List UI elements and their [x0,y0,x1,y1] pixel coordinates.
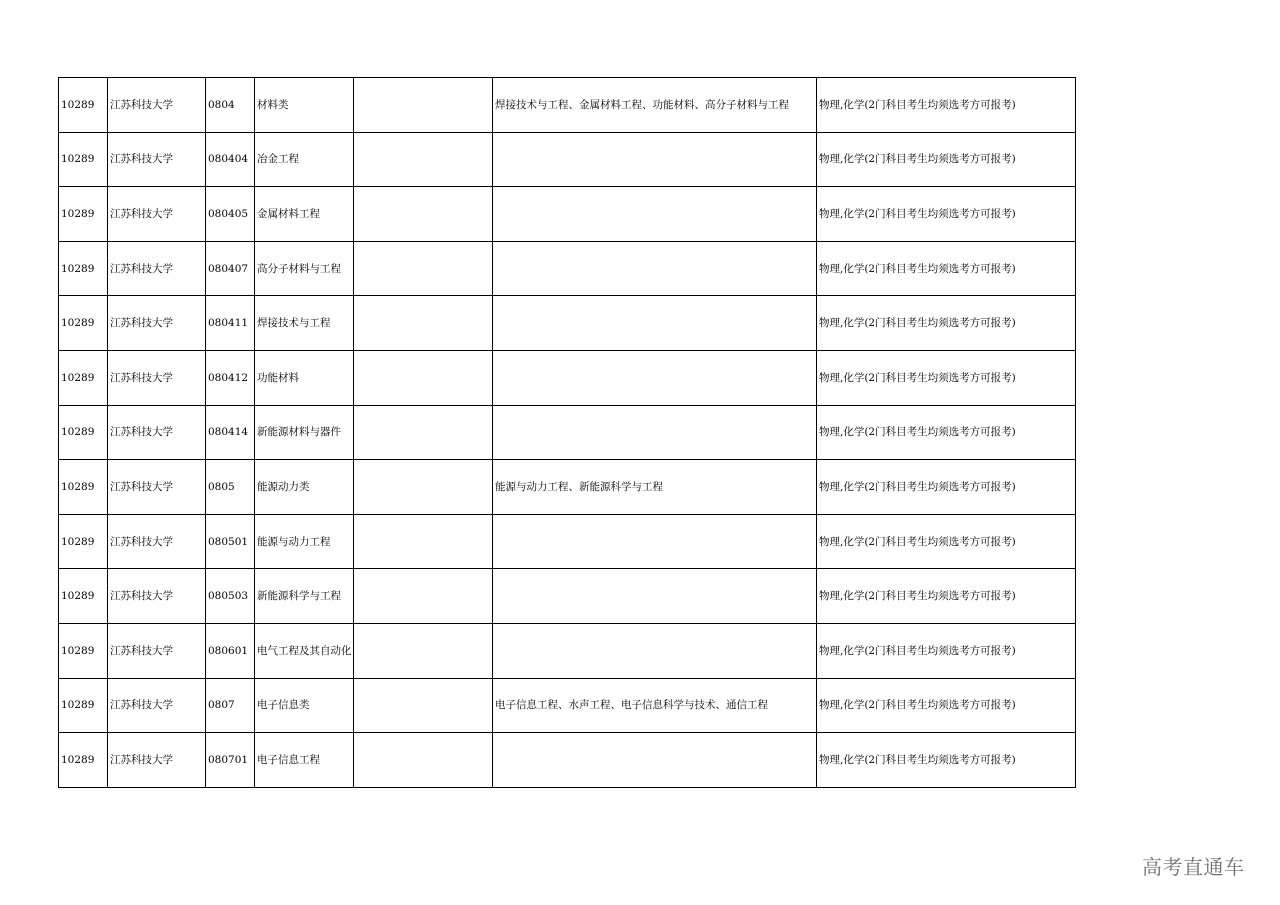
subject-requirement-cell: 物理,化学(2门科目考生均须选考方可报考) [817,187,1076,242]
table-row [59,296,1076,351]
major-name-cell: 能源动力类 [255,460,354,515]
subject-requirement-cell: 物理,化学(2门科目考生均须选考方可报考) [817,460,1076,515]
major-code-cell: 0805 [206,460,255,515]
school-code-cell: 10289 [59,78,108,133]
school-name-cell: 江苏科技大学 [108,296,206,351]
major-code-cell: 080501 [206,514,255,569]
major-name-cell: 新能源材料与器件 [255,405,354,460]
major-code-cell: 080503 [206,569,255,624]
subject-requirement-cell: 物理,化学(2门科目考生均须选考方可报考) [817,78,1076,133]
included-majors-cell [493,296,817,351]
watermark-text: 高考直通车 [1142,855,1245,879]
school-code-cell: 10289 [59,187,108,242]
major-code-cell: 080412 [206,350,255,405]
school-name-cell: 江苏科技大学 [108,187,206,242]
table-row [59,623,1076,678]
included-majors-cell: 电子信息工程、水声工程、电子信息科学与技术、通信工程 [493,678,817,733]
school-name-cell: 江苏科技大学 [108,569,206,624]
table-row [59,569,1076,624]
subject-requirement-cell: 物理,化学(2门科目考生均须选考方可报考) [817,623,1076,678]
included-majors-cell [493,187,817,242]
major-name-cell: 电子信息类 [255,678,354,733]
included-majors-cell [493,733,817,788]
major-code-cell: 080414 [206,405,255,460]
school-code-cell: 10289 [59,405,108,460]
included-majors-cell: 能源与动力工程、新能源科学与工程 [493,460,817,515]
major-name-cell: 电气工程及其自动化 [255,623,354,678]
major-name-cell: 功能材料 [255,350,354,405]
subject-requirement-cell: 物理,化学(2门科目考生均须选考方可报考) [817,405,1076,460]
included-majors-cell [493,623,817,678]
school-code-cell: 10289 [59,623,108,678]
subject-requirement-cell: 物理,化学(2门科目考生均须选考方可报考) [817,296,1076,351]
major-code-cell: 0807 [206,678,255,733]
school-name-cell: 江苏科技大学 [108,350,206,405]
subject-requirement-cell: 物理,化学(2门科目考生均须选考方可报考) [817,733,1076,788]
subject-requirement-cell: 物理,化学(2门科目考生均须选考方可报考) [817,678,1076,733]
school-name-cell: 江苏科技大学 [108,78,206,133]
major-code-cell: 080407 [206,241,255,296]
major-name-cell: 焊接技术与工程 [255,296,354,351]
table-row [59,733,1076,788]
table-body [59,78,1076,788]
school-name-cell: 江苏科技大学 [108,514,206,569]
empty-cell [354,733,493,788]
school-code-cell: 10289 [59,678,108,733]
school-name-cell: 江苏科技大学 [108,405,206,460]
table-row [59,132,1076,187]
included-majors-cell [493,569,817,624]
table-row [59,350,1076,405]
major-name-cell: 新能源科学与工程 [255,569,354,624]
empty-cell [354,678,493,733]
subject-requirement-cell: 物理,化学(2门科目考生均须选考方可报考) [817,241,1076,296]
empty-cell [354,187,493,242]
table-row [59,241,1076,296]
included-majors-cell: 焊接技术与工程、金属材料工程、功能材料、高分子材料与工程 [493,78,817,133]
included-majors-cell [493,241,817,296]
major-name-cell: 冶金工程 [255,132,354,187]
table-row [59,460,1076,515]
school-code-cell: 10289 [59,241,108,296]
table-row [59,514,1076,569]
subject-requirement-cell: 物理,化学(2门科目考生均须选考方可报考) [817,569,1076,624]
empty-cell [354,569,493,624]
empty-cell [354,623,493,678]
major-name-cell: 金属材料工程 [255,187,354,242]
table-row [59,78,1076,133]
major-code-cell: 0804 [206,78,255,133]
empty-cell [354,78,493,133]
empty-cell [354,241,493,296]
included-majors-cell [493,514,817,569]
major-code-cell: 080701 [206,733,255,788]
major-name-cell: 电子信息工程 [255,733,354,788]
school-name-cell: 江苏科技大学 [108,460,206,515]
school-code-cell: 10289 [59,733,108,788]
school-code-cell: 10289 [59,569,108,624]
subject-requirement-cell: 物理,化学(2门科目考生均须选考方可报考) [817,132,1076,187]
major-name-cell: 能源与动力工程 [255,514,354,569]
school-code-cell: 10289 [59,296,108,351]
table-row [59,678,1076,733]
school-name-cell: 江苏科技大学 [108,241,206,296]
empty-cell [354,405,493,460]
school-code-cell: 10289 [59,460,108,515]
subject-requirement-table [58,77,1076,788]
table-row [59,187,1076,242]
school-code-cell: 10289 [59,350,108,405]
table-row [59,405,1076,460]
empty-cell [354,460,493,515]
included-majors-cell [493,132,817,187]
empty-cell [354,296,493,351]
major-code-cell: 080411 [206,296,255,351]
school-name-cell: 江苏科技大学 [108,132,206,187]
included-majors-cell [493,405,817,460]
subject-requirement-cell: 物理,化学(2门科目考生均须选考方可报考) [817,350,1076,405]
empty-cell [354,514,493,569]
major-code-cell: 080405 [206,187,255,242]
school-name-cell: 江苏科技大学 [108,623,206,678]
school-code-cell: 10289 [59,514,108,569]
subject-requirement-cell: 物理,化学(2门科目考生均须选考方可报考) [817,514,1076,569]
empty-cell [354,132,493,187]
major-code-cell: 080404 [206,132,255,187]
school-name-cell: 江苏科技大学 [108,678,206,733]
school-code-cell: 10289 [59,132,108,187]
major-name-cell: 材料类 [255,78,354,133]
empty-cell [354,350,493,405]
major-code-cell: 080601 [206,623,255,678]
school-name-cell: 江苏科技大学 [108,733,206,788]
included-majors-cell [493,350,817,405]
major-name-cell: 高分子材料与工程 [255,241,354,296]
